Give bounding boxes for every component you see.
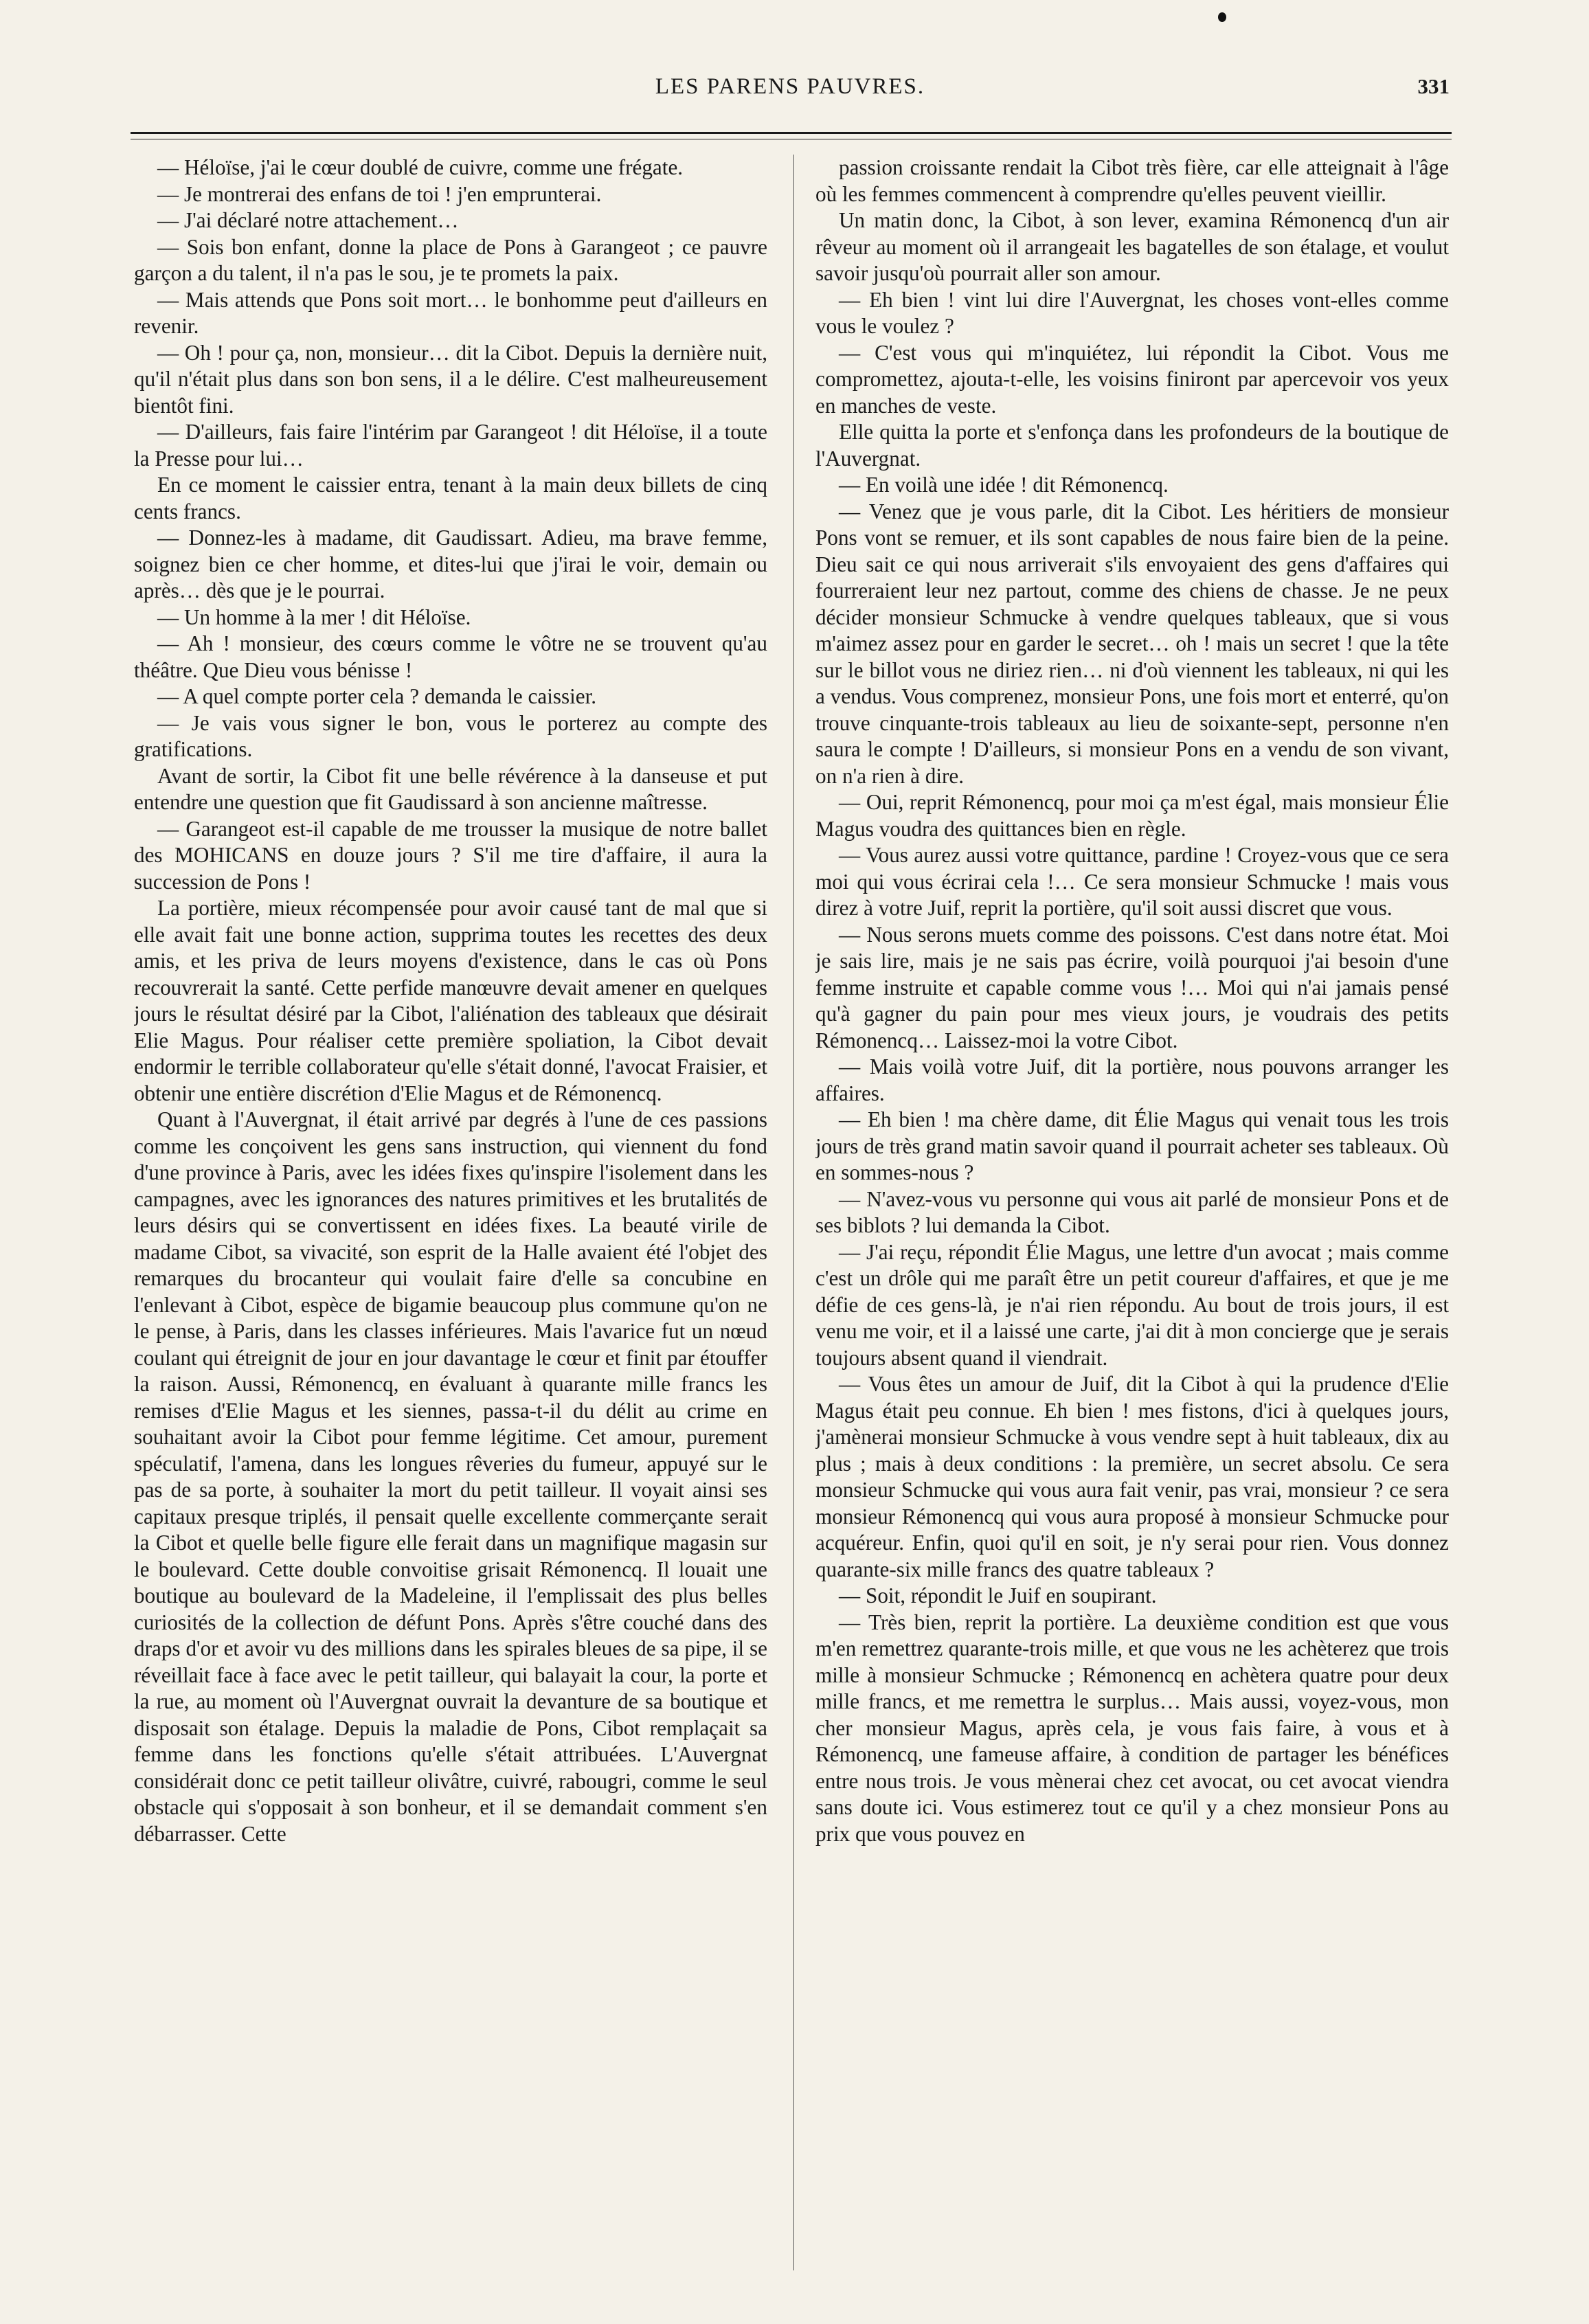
paragraph: — Un homme à la mer ! dit Héloïse. xyxy=(157,605,471,629)
paragraph: — Je vais vous signer le bon, vous le porterez au compte des gratifications. xyxy=(134,710,767,761)
paragraph: Quant à l'Auvergnat, il était arrivé par degrés à l'une de ces passions comme les conçoivent les gens sans instruction, qui viennent du fond d'une province à Paris, avec les idées fixes qu'inspire l'isolement dans les campagnes, avec les ignorances des natures primitives et les brutalités de leurs désirs qui se convertissent en idées fixes. La beauté virile de madame Cibot, sa vivacité, son esprit de la Halle avaient été l'objet des remarques du brocanteur qui voulait faire d'elle sa concubine en l'enlevant à Cibot, espèce de bigamie beaucoup plus commune qu'on ne le pense, à Paris, dans les classes inférieures. Mais l'avarice fut un nœud coulant qui étreignit de jour en jour davantage le cœur et finit par étouffer la raison. Aussi, Rémonencq, en évaluant à quarante mille francs les remises d'Elie Magus et les siennes, passa-t-il du délit au crime en souhaitant avoir la Cibot pour femme légitime. Cet amour, purement spéculatif, l'amena, dans les longues rêveries du fumeur, appuyé sur le pas de sa porte, à souhaiter la mort du petit tailleur. Il voyait ainsi ses capitaux presque triplés, il pensait quelle excellente commerçante serait la Cibot et quelle belle figure elle ferait dans un magnifique magasin sur le boulevard. Cette double convoitise grisait Rémonencq. Il louait une boutique au boulevard de la Madeleine, il l'emplissait des plus belles curiosités de la collection de défunt Pons. Après s'être couché dans des draps d'or et avoir vu des millions dans les spirales bleues de sa pipe, il se réveillait face à face avec le petit tailleur, qui balayait la cour, la porte et la rue, au moment où l'Auvergnat ouvrait la devanture de sa boutique et disposait son étalage. Depuis la maladie de Pons, Cibot remplaçait sa femme dans les fonctions qu'elle s'était attribuées. L'Auvergnat considérait donc ce petit tailleur olivâtre, cuivré, rabougri, comme le seul obstacle qui s'opposait à son bonheur, et il se demandait comment s'en débarrasser. Cette xyxy=(134,1107,767,1846)
paragraph: — Je montrerai des enfans de toi ! j'en emprunterai. xyxy=(157,181,602,206)
running-title: LES PARENS PAUVRES. xyxy=(655,74,925,99)
paragraph: — C'est vous qui m'inquiétez, lui répondit la Cibot. Vous me compromettez, ajouta-t-elle, les voisins finiront par apercevoir vos yeux en manches de veste. xyxy=(815,340,1449,418)
paragraph: — N'avez-vous vu personne qui vous ait parlé de monsieur Pons et de ses biblots ? lui demanda la Cibot. xyxy=(815,1186,1449,1237)
page-number: 331 xyxy=(1417,74,1450,98)
paragraph: passion croissante rendait la Cibot très fière, car elle atteignait à l'âge où les femmes commencent à comprendre qu'elles peuvent vieillir. xyxy=(815,155,1449,206)
left-column xyxy=(134,155,767,2270)
page-header xyxy=(131,74,1450,115)
paragraph: — Donnez-les à madame, dit Gaudissart. Adieu, ma brave femme, soignez bien ce cher homme, et dites-lui que j'irai le voir, demain ou après… dès que je le pourrai. xyxy=(134,526,767,602)
ink-dot xyxy=(1218,12,1226,22)
paragraph: — Soit, répondit le Juif en soupirant. xyxy=(839,1583,1157,1607)
paragraph: — Mais voilà votre Juif, dit la portière, nous pouvons arranger les affaires. xyxy=(815,1054,1449,1105)
paragraph: — J'ai reçu, répondit Élie Magus, une lettre d'un avocat ; mais comme c'est un drôle qui me paraît être un petit coureur d'affaires, et que je me défie de ces gens-là, je n'ai rien répondu. Au bout de trois jours, il est venu me voir, et il a laissé une carte, j'ai dit à mon concierge que je serais toujours absent quand il viendrait. xyxy=(815,1239,1449,1370)
paragraph: — Nous serons muets comme des poissons. C'est dans notre état. Moi je sais lire, mais je ne sais pas écrire, voilà pourquoi j'ai besoin d'une femme instruite et capable comme vous !… Moi qui n'ai jamais pensé qu'à gagner du pain pour mes vieux jours, je voudrais des petits Rémonencq… Laissez-moi la votre Cibot. xyxy=(815,922,1449,1052)
paragraph: — Eh bien ! ma chère dame, dit Élie Magus qui venait tous les trois jours de très grand matin savoir quand il pourrait acheter ses tableaux. Où en sommes-nous ? xyxy=(815,1107,1449,1184)
paragraph: — J'ai déclaré notre attachement… xyxy=(157,208,459,232)
paragraph: — D'ailleurs, fais faire l'intérim par Garangeot ! dit Héloïse, il a toute la Presse pour lui… xyxy=(134,420,767,471)
paragraph: La portière, mieux récompensée pour avoir causé tant de mal que si elle avait fait une bonne action, supprima toutes les recettes des deux amis, et les priva de leurs moyens d'existence, dans le cas où Pons recouvrerait la santé. Cette perfide manœuvre devait amener en quelques jours le résultat désiré par la Cibot, l'aliénation des tableaux que désirait Elie Magus. Pour réaliser cette première spoliation, la Cibot devait endormir le terrible collaborateur qu'elle s'était donné, l'avocat Fraisier, et obtenir une entière discrétion d'Elie Magus et de Rémonencq. xyxy=(134,896,767,1105)
paragraph: — Vous aurez aussi votre quittance, pardine ! Croyez-vous que ce sera moi qui vous écrirai cela !… Ce sera monsieur Schmucke ! mais vous direz à votre Juif, reprit la portière, qu'il soit aussi discret que vous. xyxy=(815,843,1449,920)
paragraph: — Oui, reprit Rémonencq, pour moi ça m'est égal, mais monsieur Élie Magus voudra des quittances bien en règle. xyxy=(815,790,1449,841)
column-divider xyxy=(793,155,794,2270)
paragraph: — A quel compte porter cela ? demanda le caissier. xyxy=(157,684,597,708)
right-column xyxy=(815,155,1449,2270)
paragraph: Un matin donc, la Cibot, à son lever, examina Rémonencq d'un air rêveur au moment où il arrangeait les bagatelles de son étalage, et voulut savoir jusqu'où pourrait aller son amour. xyxy=(815,208,1449,285)
paragraph: — Venez que je vous parle, dit la Cibot. Les héritiers de monsieur Pons vont se remuer, et ils sont capables de nous faire bien de la peine. Dieu sait ce qui nous arriverait s'ils envoyaient des gens d'affaires qui fourreraient leur nez partout, comme des chiens de chasse. Je ne peux décider monsieur Schmucke à vendre quelques tableaux, que si vous m'aimez assez pour en garder le secret… oh ! mais un secret ! que la tête sur le billot vous ne diriez rien… ni d'où viennent les tableaux, ni qui les a vendus. Vous comprenez, monsieur Pons, une fois mort et enterré, qu'on trouve cinquante-trois tableaux au lieu de soixante-sept, personne n'en saura le compte ! D'ailleurs, si monsieur Pons en a vendu de son vivant, on n'a rien à dire. xyxy=(815,499,1449,788)
paragraph: — Très bien, reprit la portière. La deuxième condition est que vous m'en remettrez quarante-trois mille, et que vous ne les achèterez que trois mille à monsieur Schmucke ; Rémonencq en achètera quatre pour deux mille francs, et me remettra le surplus… Mais aussi, voyez-vous, mon cher monsieur Magus, après cela, je vous fais faire, à vous et à Rémonencq, une fameuse affaire, à condition de partager les bénéfices entre nous trois. Je vous mènerai chez cet avocat, ou cet avocat viendra sans doute ici. Vous estimerez tout ce qu'il y a chez monsieur Pons au prix que vous pouvez en xyxy=(815,1610,1449,1846)
paragraph: — Garangeot est-il capable de me trousser la musique de notre ballet des MOHICANS en douze jours ? S'il me tire d'affaire, il aura la succession de Pons ! xyxy=(134,816,767,894)
paragraph: Avant de sortir, la Cibot fit une belle révérence à la danseuse et put entendre une question que fit Gaudissard à son ancienne maîtresse. xyxy=(134,763,767,814)
paragraph: Elle quitta la porte et s'enfonça dans les profondeurs de la boutique de l'Auvergnat. xyxy=(815,420,1449,471)
paragraph: — Héloïse, j'ai le cœur doublé de cuivre, comme une frégate. xyxy=(157,155,684,179)
header-rule-thick xyxy=(131,132,1452,134)
paragraph: — Vous êtes un amour de Juif, dit la Cibot à qui la prudence d'Elie Magus était peu connue. Eh bien ! mes fistons, d'ici à quelques jours, j'amènerai monsieur Schmucke à vous vendre sept à huit tableaux, dix au plus ; mais à deux conditions : la première, un secret absolu. Ce sera monsieur Schmucke qui vous aura fait venir, pas vrai, monsieur ? ce sera monsieur Rémonencq qui vous aura proposé à monsieur Schmucke pour acquéreur. Enfin, quoi qu'il en soit, je n'y serai pour rien. Vous donnez quarante-six mille francs des quatre tableaux ? xyxy=(815,1372,1449,1581)
paragraph: — Sois bon enfant, donne la place de Pons à Garangeot ; ce pauvre garçon a du talent, il n'a pas le sou, je te promets la paix. xyxy=(134,234,767,285)
paragraph: — En voilà une idée ! dit Rémonencq. xyxy=(839,473,1169,497)
paragraph: — Oh ! pour ça, non, monsieur… dit la Cibot. Depuis la dernière nuit, qu'il n'était plus dans son bon sens, il a le délire. C'est malheureusement bientôt fini. xyxy=(134,340,767,418)
paragraph: — Ah ! monsieur, des cœurs comme le vôtre ne se trouvent qu'au théâtre. Que Dieu vous bénisse ! xyxy=(134,631,767,682)
paragraph: — Mais attends que Pons soit mort… le bonhomme peut d'ailleurs en revenir. xyxy=(134,287,767,338)
paragraph: En ce moment le caissier entra, tenant à la main deux billets de cinq cents francs. xyxy=(134,473,767,523)
paragraph: — Eh bien ! vint lui dire l'Auvergnat, les choses vont-elles comme vous le voulez ? xyxy=(815,287,1449,338)
